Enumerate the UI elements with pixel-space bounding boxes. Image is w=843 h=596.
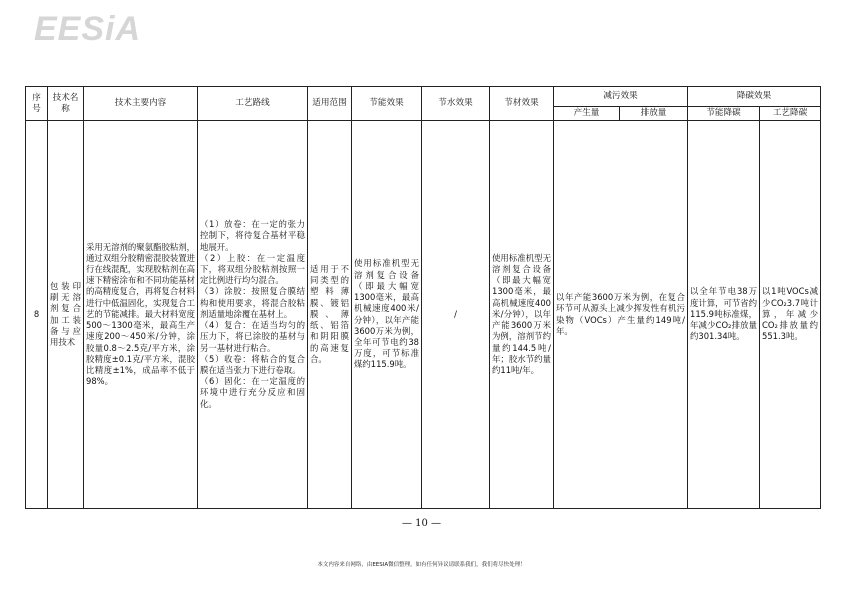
cell-water-effect: /: [422, 121, 490, 509]
footer-note: 本文内容来自网络，由EESIA微信整理，如有任何异议请联系我们，我们将尽快处理！: [317, 562, 526, 568]
cell-main-content: 采用无溶剂的聚氨酯胶粘剂，通过双组分胶精密混胶装置进行在线混配，实现胶粘剂在高速下精密涂布和不同功能基材的高精度复合，再将复合材料进行中低温固化，实现复合工艺的节能减排。最大材料宽度500～1300毫米，最高生产速度200～450米/分钟，涂胶量0.8～2.5克/平方米，涂胶精度±0.1克/平方米，混胶比精度±1%，成品率不低于98%。: [84, 121, 198, 509]
page-number: — 10 —: [401, 518, 442, 529]
process-step: （2）上胶：在一定温度下，将双组分胶粘剂按照一定比例进行均匀混合。: [200, 252, 305, 286]
technology-table: [25, 86, 821, 509]
header-emission: 排放量: [620, 107, 688, 121]
header-main-content: 技术主要内容: [84, 87, 198, 121]
process-step: （5）收卷：将粘合的复合膜在适当张力下进行卷取。: [200, 353, 305, 375]
header-row-1: [26, 87, 821, 107]
process-step: （4）复合：在适当均匀的压力下，将已涂胶的基材与另一基材进行粘合。: [200, 320, 305, 353]
header-seq: 序号: [26, 87, 48, 121]
header-tech-name: 技术名称: [48, 87, 84, 121]
process-step: （6）固化：在一定温度的环境中进行充分反应和固化。: [200, 376, 305, 409]
cell-energy-effect: 使用标准机型无溶剂复合设备（即最大幅宽1300毫米，最高机械速度400米/分钟），以年产能3600万米为例，全年可节电约38万度，可节标准煤约115.9吨。: [352, 121, 422, 509]
cell-material-effect: 使用标准机型无溶剂复合设备（即最大幅宽1300毫米，最高机械速度400米/分钟），以年产能3600万米为例，溶剂节约量约144.5吨/年；胶水节约量约11吨/年。: [490, 121, 554, 509]
header-process-carbon: 工艺降碳: [760, 107, 821, 121]
eesia-logo: EESiA: [34, 10, 142, 48]
cell-process-carbon: 以1吨VOCs减少CO₂3.7吨计算，年减少CO₂排放量约551.3吨。: [760, 121, 821, 509]
header-energy-carbon: 节能降碳: [688, 107, 760, 121]
header-water-effect: 节水效果: [422, 87, 490, 121]
header-energy-effect: 节能效果: [352, 87, 422, 121]
cell-pollution-reduction: 以年产能3600万米为例，在复合环节可从源头上减少挥发性有机污染物（VOCs）产生量约149吨/年。: [554, 121, 688, 509]
header-carbon-reduction: 降碳效果: [688, 87, 821, 107]
cell-energy-carbon: 以全年节电38万度计算，可节省约115.9吨标准煤，年减少CO₂排放量约301.34吨。: [688, 121, 760, 509]
cell-scope: 适用于不同类型的塑料薄膜、镀铝膜、薄纸、铝箔和阴阳膜的高速复合。: [308, 121, 352, 509]
header-material-effect: 节材效果: [490, 87, 554, 121]
cell-process-route: [198, 121, 308, 509]
header-production: 产生量: [554, 107, 620, 121]
header-pollution-reduction: 减污效果: [554, 87, 688, 107]
cell-tech-name: 包装印刷无溶剂复合加工装备与应用技术: [48, 121, 84, 509]
cell-seq: 8: [26, 121, 48, 509]
header-scope: 适用范围: [308, 87, 352, 121]
table-row: [26, 121, 821, 509]
process-step: （3）涂胶：按照复合膜结构和使用要求，将混合胶粘剂适量地涂覆在基材上。: [200, 286, 305, 319]
process-step: （1）放卷：在一定的张力控制下，将待复合基材平稳地展开。: [200, 219, 305, 252]
header-process-route: 工艺路线: [198, 87, 308, 121]
